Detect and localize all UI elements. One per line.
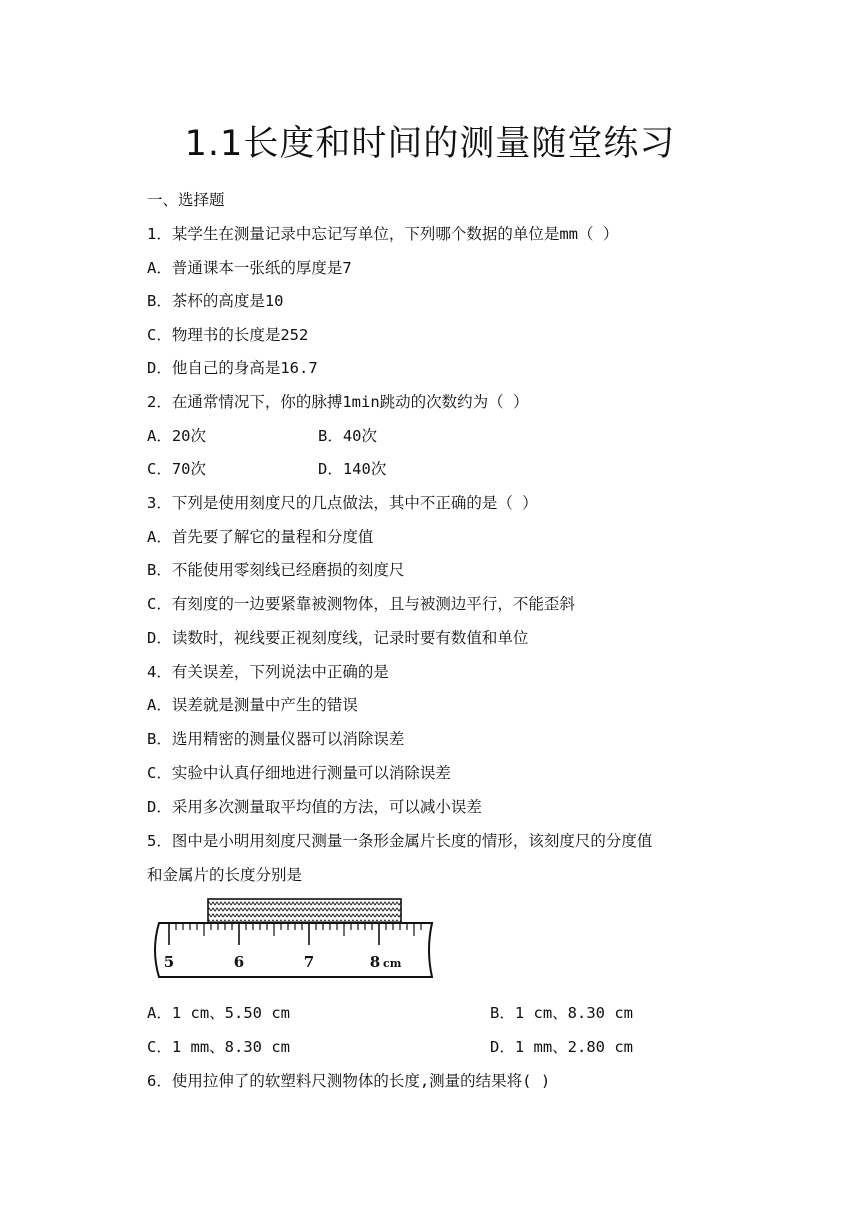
q5-option-c: C．1 mm、8.30 cm (147, 1038, 290, 1056)
q5-option-b: B．1 cm、8.30 cm (490, 1004, 633, 1022)
q3-stem: 3．下列是使用刻度尺的几点做法，其中不正确的是（ ） (147, 494, 538, 512)
ruler-figure (147, 895, 442, 985)
ruler-label-5: 5 (163, 953, 175, 971)
q4-option-c: C．实验中认真仔细地进行测量可以消除误差 (147, 764, 451, 782)
q3-option-a: A．首先要了解它的量程和分度值 (147, 528, 374, 546)
q1-option-d: D．他自己的身高是16.7 (147, 359, 318, 377)
q4-option-b: B．选用精密的测量仪器可以消除误差 (147, 730, 405, 748)
q2-option-a: A．20次 (147, 427, 206, 445)
q4-option-d: D．采用多次测量取平均值的方法，可以减小误差 (147, 798, 482, 816)
q2-stem: 2．在通常情况下，你的脉搏1min跳动的次数约为（ ） (147, 393, 529, 411)
metal-strip (208, 899, 401, 923)
ruler-label-7: 7 (303, 953, 315, 971)
ruler-label-8: 8 (369, 953, 381, 971)
q2-option-b: B．40次 (318, 427, 377, 445)
q4-option-a: A．误差就是测量中产生的错误 (147, 696, 358, 714)
ruler-label-6: 6 (233, 953, 245, 971)
q5-option-a: A．1 cm、5.50 cm (147, 1004, 290, 1022)
q1-option-c: C．物理书的长度是252 (147, 326, 309, 344)
q2-option-c: C．70次 (147, 460, 206, 478)
q2-option-d: D．140次 (318, 460, 387, 478)
ruler-unit: cm (383, 957, 402, 970)
q1-stem: 1．某学生在测量记录中忘记写单位，下列哪个数据的单位是mm（ ） (147, 225, 619, 243)
q3-option-d: D．读数时，视线要正视刻度线，记录时要有数值和单位 (147, 629, 529, 647)
q4-stem: 4．有关误差，下列说法中正确的是 (147, 663, 389, 681)
q5-stem-line1: 5．图中是小明用刻度尺测量一条形金属片长度的情形，该刻度尺的分度值 (147, 832, 653, 850)
q1-option-b: B．茶杯的高度是10 (147, 292, 284, 310)
section-heading: 一、选择题 (147, 191, 225, 209)
page-title: 1.1长度和时间的测量随堂练习 (184, 124, 676, 164)
q3-option-c: C．有刻度的一边要紧靠被测物体，且与被测边平行，不能歪斜 (147, 595, 575, 613)
q3-option-b: B．不能使用零刻线已经磨损的刻度尺 (147, 561, 405, 579)
q5-stem-line2: 和金属片的长度分别是 (147, 866, 303, 884)
q5-option-d: D．1 mm、2.80 cm (490, 1038, 633, 1056)
q6-stem: 6．使用拉伸了的软塑料尺测物体的长度,测量的结果将( ) (147, 1072, 551, 1090)
q1-option-a: A．普通课本一张纸的厚度是7 (147, 259, 352, 277)
